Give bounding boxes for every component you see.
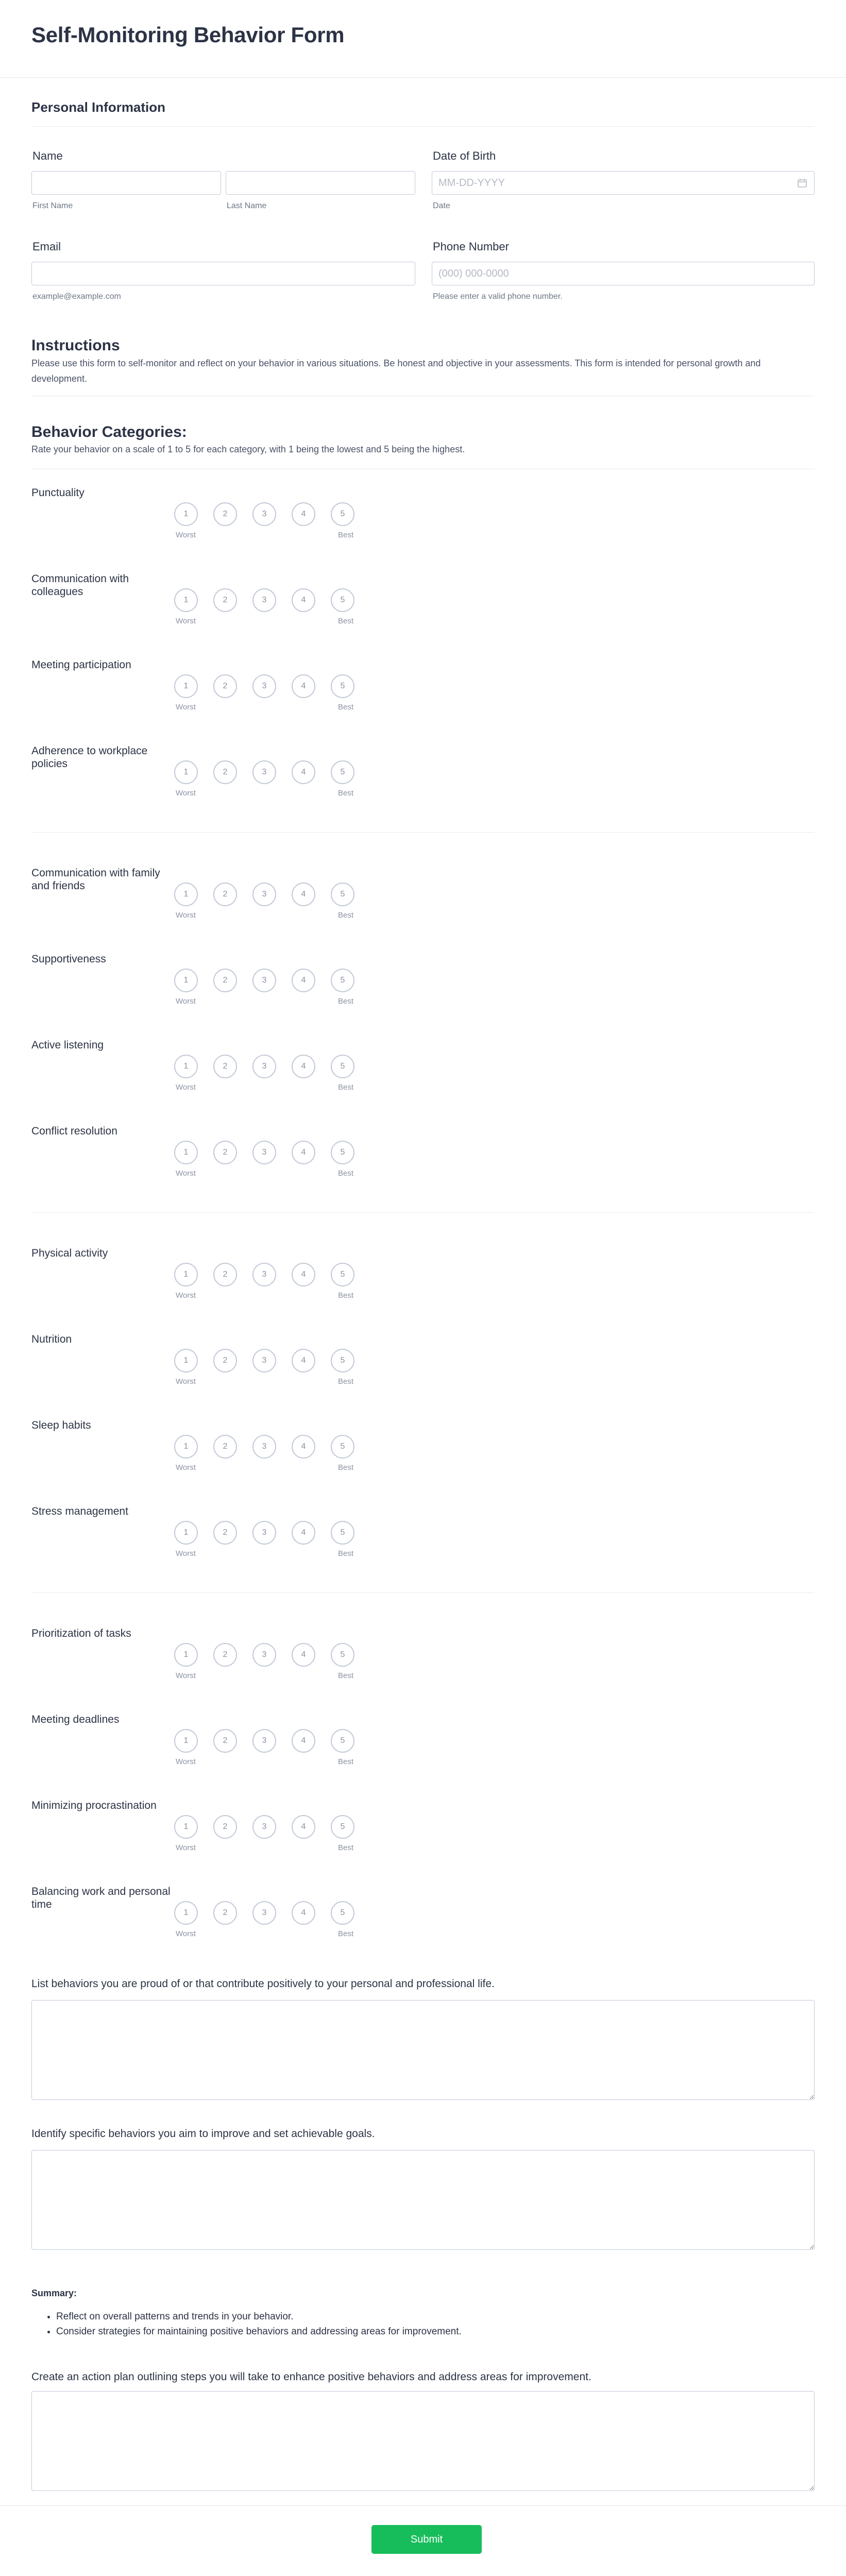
rating-best-label: Best bbox=[338, 703, 354, 711]
rating-best-label: Best bbox=[338, 1169, 354, 1178]
rating-option-1[interactable]: 1 bbox=[174, 1435, 198, 1459]
rating-option-3[interactable]: 3 bbox=[252, 969, 276, 992]
rating-option-2[interactable]: 2 bbox=[213, 883, 237, 906]
rating-worst-label: Worst bbox=[176, 1463, 196, 1472]
rating-option-3[interactable]: 3 bbox=[252, 1349, 276, 1372]
rating-option-3[interactable]: 3 bbox=[252, 502, 276, 526]
rating-worst-label: Worst bbox=[176, 531, 196, 539]
rating-question-label: Supportiveness bbox=[31, 953, 106, 965]
rating-option-3[interactable]: 3 bbox=[252, 588, 276, 612]
rating-option-5[interactable]: 5 bbox=[331, 883, 354, 906]
divider bbox=[31, 832, 815, 833]
date-of-birth-input[interactable] bbox=[432, 171, 815, 195]
rating-option-4[interactable]: 4 bbox=[292, 760, 315, 784]
rating-worst-label: Worst bbox=[176, 1757, 196, 1766]
email-sublabel: example@example.com bbox=[32, 292, 121, 301]
rating-option-4[interactable]: 4 bbox=[292, 1729, 315, 1753]
rating-option-3[interactable]: 3 bbox=[252, 1643, 276, 1667]
rating-option-1[interactable]: 1 bbox=[174, 1815, 198, 1839]
rating-option-3[interactable]: 3 bbox=[252, 1141, 276, 1164]
proud-behaviors-label: List behaviors you are proud of or that contribute positively to your personal and professional life. bbox=[31, 1978, 495, 1990]
rating-worst-label: Worst bbox=[176, 1549, 196, 1558]
phone-number-input[interactable] bbox=[432, 262, 815, 285]
rating-worst-label: Worst bbox=[176, 1843, 196, 1852]
improve-behaviors-label: Identify specific behaviors you aim to improve and set achievable goals. bbox=[31, 2128, 375, 2140]
rating-option-3[interactable]: 3 bbox=[252, 883, 276, 906]
proud-behaviors-textarea[interactable] bbox=[31, 2000, 815, 2100]
rating-question-label: Meeting deadlines bbox=[31, 1714, 120, 1725]
improve-behaviors-textarea[interactable] bbox=[31, 2150, 815, 2250]
rating-worst-label: Worst bbox=[176, 1377, 196, 1386]
rating-option-3[interactable]: 3 bbox=[252, 1055, 276, 1078]
form-header bbox=[0, 0, 846, 78]
rating-option-5[interactable]: 5 bbox=[331, 1815, 354, 1839]
rating-option-1[interactable]: 1 bbox=[174, 1521, 198, 1545]
page-title: Self-Monitoring Behavior Form bbox=[31, 23, 345, 47]
rating-question-label: Physical activity bbox=[31, 1247, 108, 1259]
date-of-birth-label: Date of Birth bbox=[433, 149, 496, 162]
rating-option-2[interactable]: 2 bbox=[213, 1815, 237, 1839]
rating-best-label: Best bbox=[338, 1757, 354, 1766]
last-name-sublabel: Last Name bbox=[227, 201, 267, 210]
rating-worst-label: Worst bbox=[176, 911, 196, 920]
rating-best-label: Best bbox=[338, 1083, 354, 1092]
rating-option-2[interactable]: 2 bbox=[213, 760, 237, 784]
rating-best-label: Best bbox=[338, 531, 354, 539]
rating-option-1[interactable]: 1 bbox=[174, 1349, 198, 1372]
rating-option-2[interactable]: 2 bbox=[213, 969, 237, 992]
rating-best-label: Best bbox=[338, 997, 354, 1006]
rating-option-4[interactable]: 4 bbox=[292, 1521, 315, 1545]
rating-question-label: Prioritization of tasks bbox=[31, 1628, 131, 1639]
rating-worst-label: Worst bbox=[176, 703, 196, 711]
rating-option-4[interactable]: 4 bbox=[292, 588, 315, 612]
rating-option-1[interactable]: 1 bbox=[174, 883, 198, 906]
personal-information-heading: Personal Information bbox=[31, 99, 166, 115]
first-name-sublabel: First Name bbox=[32, 201, 73, 210]
rating-worst-label: Worst bbox=[176, 997, 196, 1006]
rating-option-4[interactable]: 4 bbox=[292, 1435, 315, 1459]
rating-option-2[interactable]: 2 bbox=[213, 1521, 237, 1545]
rating-question-label: Communication with family and friends bbox=[31, 867, 160, 892]
rating-question-label: Nutrition bbox=[31, 1333, 72, 1345]
rating-best-label: Best bbox=[338, 789, 354, 798]
rating-option-3[interactable]: 3 bbox=[252, 760, 276, 784]
rating-option-4[interactable]: 4 bbox=[292, 1141, 315, 1164]
rating-option-2[interactable]: 2 bbox=[213, 588, 237, 612]
rating-option-4[interactable]: 4 bbox=[292, 1643, 315, 1667]
rating-option-5[interactable]: 5 bbox=[331, 674, 354, 698]
rating-option-1[interactable]: 1 bbox=[174, 674, 198, 698]
rating-option-2[interactable]: 2 bbox=[213, 674, 237, 698]
rating-question-label: Minimizing procrastination bbox=[31, 1800, 157, 1811]
summary-item: • Consider strategies for maintaining positive behaviors and addressing areas for improvement. bbox=[56, 2324, 462, 2339]
rating-option-1[interactable]: 1 bbox=[174, 502, 198, 526]
calendar-icon[interactable] bbox=[797, 178, 807, 188]
rating-option-2[interactable]: 2 bbox=[213, 1729, 237, 1753]
rating-option-5[interactable]: 5 bbox=[331, 1729, 354, 1753]
rating-option-1[interactable]: 1 bbox=[174, 1263, 198, 1286]
rating-best-label: Best bbox=[338, 1463, 354, 1472]
rating-question-label: Balancing work and personal time bbox=[31, 1886, 171, 1910]
rating-worst-label: Worst bbox=[176, 1083, 196, 1092]
rating-option-1[interactable]: 1 bbox=[174, 969, 198, 992]
rating-best-label: Best bbox=[338, 1843, 354, 1852]
rating-option-5[interactable]: 5 bbox=[331, 1263, 354, 1286]
divider bbox=[31, 126, 815, 127]
rating-question-label: Sleep habits bbox=[31, 1419, 91, 1431]
behavior-categories-text: Rate your behavior on a scale of 1 to 5 for each category, with 1 being the lowest and 5 being the highest. bbox=[31, 444, 465, 454]
rating-option-2[interactable]: 2 bbox=[213, 1055, 237, 1078]
summary-list bbox=[31, 2309, 462, 2339]
rating-option-5[interactable]: 5 bbox=[331, 502, 354, 526]
rating-option-5[interactable]: 5 bbox=[331, 1435, 354, 1459]
rating-best-label: Best bbox=[338, 1929, 354, 1938]
rating-option-2[interactable]: 2 bbox=[213, 1349, 237, 1372]
rating-option-5[interactable]: 5 bbox=[331, 1055, 354, 1078]
rating-option-4[interactable]: 4 bbox=[292, 969, 315, 992]
rating-best-label: Best bbox=[338, 911, 354, 920]
behavior-categories-heading: Behavior Categories: bbox=[31, 423, 187, 440]
summary-item: • Reflect on overall patterns and trends in your behavior. bbox=[56, 2309, 462, 2324]
rating-option-5[interactable]: 5 bbox=[331, 1521, 354, 1545]
rating-option-3[interactable]: 3 bbox=[252, 1729, 276, 1753]
rating-question-label: Adherence to workplace policies bbox=[31, 745, 148, 770]
rating-question-label: Active listening bbox=[31, 1039, 104, 1051]
email-input[interactable] bbox=[31, 262, 415, 285]
rating-worst-label: Worst bbox=[176, 1169, 196, 1178]
rating-option-5[interactable]: 5 bbox=[331, 760, 354, 784]
divider bbox=[31, 1212, 815, 1213]
rating-option-3[interactable]: 3 bbox=[252, 1901, 276, 1925]
summary-title: Summary: bbox=[31, 2288, 77, 2298]
rating-question-label: Stress management bbox=[31, 1505, 128, 1517]
rating-option-1[interactable]: 1 bbox=[174, 1901, 198, 1925]
rating-option-5[interactable]: 5 bbox=[331, 1349, 354, 1372]
rating-option-3[interactable]: 3 bbox=[252, 1815, 276, 1839]
footer-divider bbox=[0, 2505, 846, 2506]
rating-option-2[interactable]: 2 bbox=[213, 1435, 237, 1459]
action-plan-label: Create an action plan outlining steps you will take to enhance positive behaviors and address areas for improvement. bbox=[31, 2371, 591, 2383]
name-label: Name bbox=[32, 149, 63, 162]
rating-option-2[interactable]: 2 bbox=[213, 1141, 237, 1164]
rating-option-5[interactable]: 5 bbox=[331, 1141, 354, 1164]
action-plan-textarea[interactable] bbox=[31, 2391, 815, 2491]
rating-worst-label: Worst bbox=[176, 789, 196, 798]
rating-option-5[interactable]: 5 bbox=[331, 1901, 354, 1925]
rating-worst-label: Worst bbox=[176, 1929, 196, 1938]
rating-option-2[interactable]: 2 bbox=[213, 1263, 237, 1286]
rating-question-label: Communication with colleagues bbox=[31, 573, 129, 598]
rating-option-4[interactable]: 4 bbox=[292, 1901, 315, 1925]
instructions-heading: Instructions bbox=[31, 337, 120, 354]
rating-option-4[interactable]: 4 bbox=[292, 1349, 315, 1372]
rating-option-4[interactable]: 4 bbox=[292, 1263, 315, 1286]
rating-best-label: Best bbox=[338, 1549, 354, 1558]
rating-option-5[interactable]: 5 bbox=[331, 588, 354, 612]
phone-number-sublabel: Please enter a valid phone number. bbox=[433, 292, 563, 301]
rating-option-5[interactable]: 5 bbox=[331, 1643, 354, 1667]
email-label: Email bbox=[32, 240, 61, 253]
rating-option-1[interactable]: 1 bbox=[174, 1055, 198, 1078]
rating-option-5[interactable]: 5 bbox=[331, 969, 354, 992]
date-sublabel: Date bbox=[433, 201, 450, 210]
rating-best-label: Best bbox=[338, 617, 354, 625]
rating-question-label: Punctuality bbox=[31, 487, 84, 499]
first-name-input[interactable] bbox=[31, 171, 221, 195]
last-name-input[interactable] bbox=[226, 171, 415, 195]
rating-option-2[interactable]: 2 bbox=[213, 502, 237, 526]
rating-option-1[interactable]: 1 bbox=[174, 588, 198, 612]
rating-option-2[interactable]: 2 bbox=[213, 1643, 237, 1667]
rating-option-1[interactable]: 1 bbox=[174, 760, 198, 784]
rating-best-label: Best bbox=[338, 1671, 354, 1680]
rating-option-3[interactable]: 3 bbox=[252, 1263, 276, 1286]
rating-worst-label: Worst bbox=[176, 617, 196, 625]
rating-best-label: Best bbox=[338, 1377, 354, 1386]
rating-option-3[interactable]: 3 bbox=[252, 1521, 276, 1545]
divider bbox=[31, 1592, 815, 1593]
phone-number-label: Phone Number bbox=[433, 240, 509, 253]
rating-option-3[interactable]: 3 bbox=[252, 674, 276, 698]
rating-option-4[interactable]: 4 bbox=[292, 1815, 315, 1839]
rating-option-3[interactable]: 3 bbox=[252, 1435, 276, 1459]
submit-button[interactable]: Submit bbox=[371, 2525, 482, 2554]
rating-option-2[interactable]: 2 bbox=[213, 1901, 237, 1925]
rating-worst-label: Worst bbox=[176, 1671, 196, 1680]
rating-option-1[interactable]: 1 bbox=[174, 1643, 198, 1667]
rating-option-1[interactable]: 1 bbox=[174, 1141, 198, 1164]
rating-question-label: Conflict resolution bbox=[31, 1125, 117, 1137]
rating-option-4[interactable]: 4 bbox=[292, 1055, 315, 1078]
rating-option-4[interactable]: 4 bbox=[292, 674, 315, 698]
rating-best-label: Best bbox=[338, 1291, 354, 1300]
rating-option-4[interactable]: 4 bbox=[292, 883, 315, 906]
rating-question-label: Meeting participation bbox=[31, 659, 131, 671]
rating-option-4[interactable]: 4 bbox=[292, 502, 315, 526]
rating-option-1[interactable]: 1 bbox=[174, 1729, 198, 1753]
instructions-text: Please use this form to self-monitor and reflect on your behavior in various situations. Be honest and objective in your assessments. This form is intended for personal growth and development. bbox=[31, 358, 761, 384]
rating-worst-label: Worst bbox=[176, 1291, 196, 1300]
